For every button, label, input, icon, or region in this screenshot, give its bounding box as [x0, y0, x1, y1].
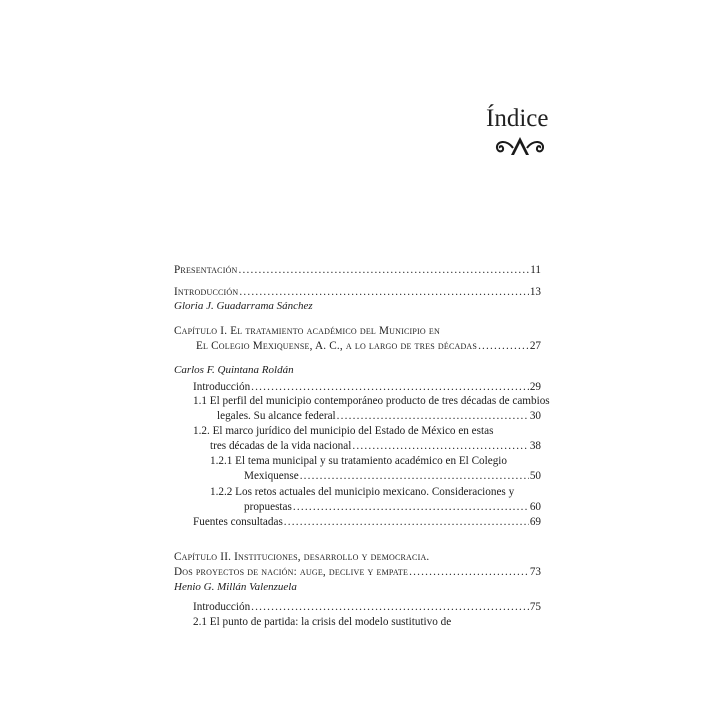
- toc-author: Gloria J. Guadarrama Sánchez: [174, 300, 313, 312]
- toc-entry-label: Mexiquense: [244, 470, 299, 482]
- toc-entry[interactable]: [217, 410, 541, 423]
- toc-entry-line1[interactable]: 2.1 El punto de partida: la crisis del modelo sustitutivo de: [193, 616, 452, 628]
- dot-leader: [409, 566, 529, 579]
- toc-page-number: 11: [530, 264, 541, 276]
- toc-entry-label: Introducción: [174, 286, 239, 298]
- toc-entry-line1[interactable]: 1.1 El perfil del municipio contemporáneo producto de tres décadas de cambios: [193, 395, 550, 407]
- toc-author: Carlos F. Quintana Roldán: [174, 364, 294, 376]
- dot-leader: [478, 340, 529, 353]
- dot-leader: [239, 264, 530, 277]
- dot-leader: [300, 470, 529, 483]
- toc-entry[interactable]: [244, 470, 541, 483]
- toc-entry-introduccion[interactable]: [174, 286, 541, 299]
- dot-leader: [239, 286, 528, 299]
- toc-entry-line1[interactable]: 1.2.1 El tema municipal y su tratamiento académico en El Colegio: [210, 455, 508, 467]
- toc-page-number: 29: [529, 381, 541, 393]
- page-title: Índice: [486, 105, 549, 132]
- toc-page-number: 60: [529, 501, 541, 513]
- dot-leader: [352, 440, 528, 453]
- toc-entry[interactable]: [210, 440, 541, 453]
- toc-page-number: 75: [529, 601, 541, 613]
- toc-page-number: 69: [529, 516, 541, 528]
- toc-entry-label: Introducción: [193, 601, 251, 613]
- toc-entry[interactable]: [244, 501, 541, 514]
- toc-entry-label: legales. Su alcance federal: [217, 410, 336, 422]
- chapter-2-title-line2: Dos proyectos de nación: auge, declive y empate: [174, 566, 409, 578]
- toc-entry-label: Introducción: [193, 381, 251, 393]
- toc-entry-label: Presentación: [174, 264, 238, 276]
- toc-entry[interactable]: [193, 516, 541, 529]
- toc-entry[interactable]: [193, 381, 541, 394]
- dot-leader: [251, 381, 529, 394]
- toc-entry-line1[interactable]: 1.2. El marco jurídico del municipio del Estado de México en estas: [193, 425, 494, 437]
- toc-author: Henio G. Millán Valenzuela: [174, 581, 297, 593]
- toc-page-number: 30: [529, 410, 541, 422]
- toc-entry-chapter-1[interactable]: [196, 340, 541, 353]
- toc-entry-presentacion[interactable]: [174, 264, 541, 277]
- chapter-1-title-line2: El Colegio Mexiquense, A. C., a lo largo de tres décadas: [196, 340, 478, 352]
- toc-entry-label: tres décadas de la vida nacional: [210, 440, 352, 452]
- toc-page-number: 13: [529, 286, 541, 298]
- dot-leader: [293, 501, 529, 514]
- fleuron-ornament-icon: [492, 134, 548, 158]
- toc-entry[interactable]: [193, 601, 541, 614]
- toc-page-number: 73: [529, 566, 541, 578]
- dot-leader: [251, 601, 529, 614]
- toc-page-number: 38: [529, 440, 541, 452]
- toc-page-number: 27: [529, 340, 541, 352]
- chapter-1-title-line1[interactable]: Capítulo I. El tratamiento académico del Municipio en: [174, 325, 440, 337]
- toc-page-number: 50: [529, 470, 541, 482]
- chapter-2-title-line1[interactable]: Capítulo II. Instituciones, desarrollo y democracia.: [174, 551, 430, 563]
- toc-entry-label: propuestas: [244, 501, 292, 513]
- toc-entry-line1[interactable]: 1.2.2 Los retos actuales del municipio mexicano. Consideraciones y: [210, 486, 515, 498]
- toc-entry-label: Fuentes consultadas: [193, 516, 283, 528]
- dot-leader: [284, 516, 529, 529]
- toc-entry-chapter-2[interactable]: [174, 566, 541, 579]
- dot-leader: [337, 410, 529, 423]
